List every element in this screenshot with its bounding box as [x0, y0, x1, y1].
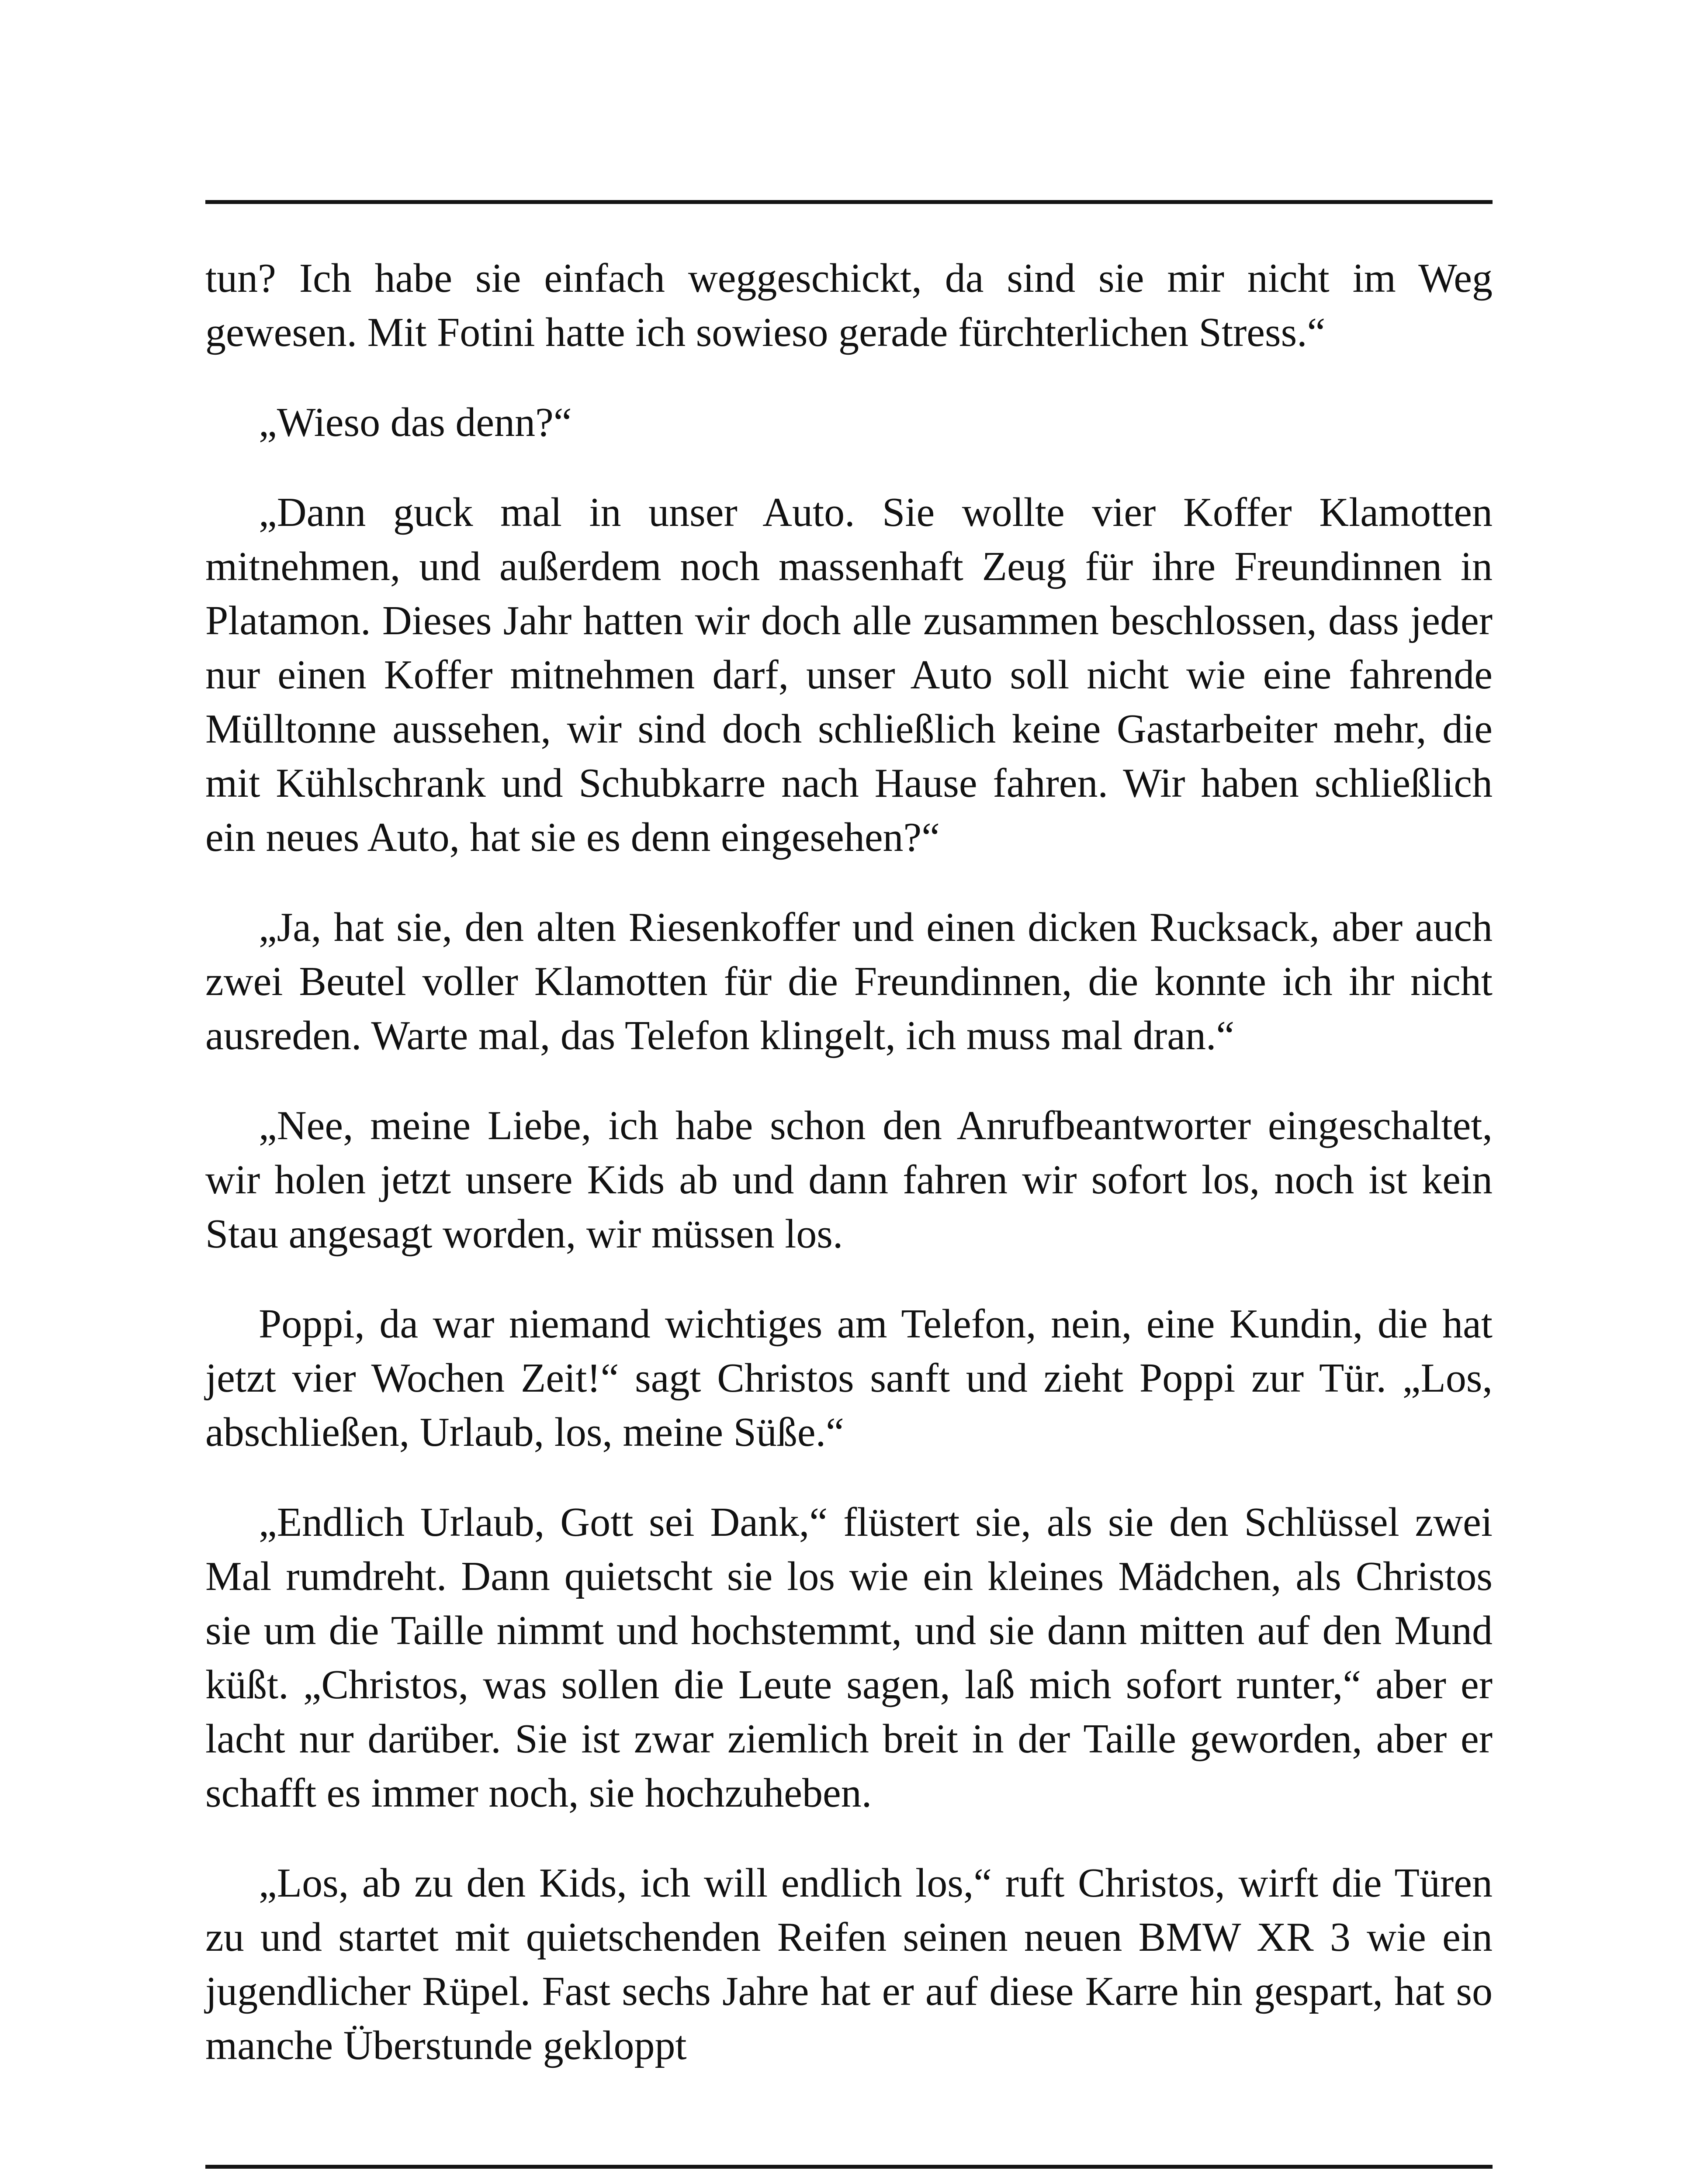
paragraph-1: tun? Ich habe sie einfach weggeschickt, da sind sie mir nicht im Weg gewesen. Mit Fotini hatte ich sowieso gerade fürchterlichen Stress.“	[205, 256, 1493, 355]
paragraph-8: „Los, ab zu den Kids, ich will endlich los,“ ruft Christos, wirft die Türen zu und startet mit quietschenden Reifen seinen neuen BMW XR 3 wie ein jugendlicher Rüpel. Fast sechs Jahre hat er auf diese Karre hin gespart, hat so manche Überstunde gekloppt	[205, 1860, 1493, 2068]
paragraph-4: „Ja, hat sie, den alten Riesenkoffer und einen dicken Rucksack, aber auch zwei Beutel voller Klamotten für die Freundinnen, die konnte ich ihr nicht ausreden. Warte mal, das Telefon klingelt, ich muss mal dran.“	[205, 905, 1493, 1058]
paragraph-3: „Dann guck mal in unser Auto. Sie wollte vier Koffer Klamotten mitnehmen, und außerdem noch massenhaft Zeug für ihre Freundinnen in Platamon. Dieses Jahr hatten wir doch alle zusammen beschlossen, dass jeder nur einen Koffer mitnehmen darf, unser Auto soll nicht wie eine fahrende Mülltonne aussehen, wir sind doch schließlich keine Gastarbeiter mehr, die mit Kühlschrank und Schubkarre nach Hause fahren. Wir haben schließlich ein neues Auto, hat sie es denn eingesehen?“	[205, 490, 1493, 860]
paragraph-6: Poppi, da war niemand wichtiges am Telefon, nein, eine Kundin, die hat jetzt vier Wochen Zeit!“ sagt Christos sanft und zieht Poppi zur Tür. „Los, abschließen, Urlaub, los, meine Süße.“	[205, 1301, 1493, 1455]
header-rule	[205, 200, 1493, 204]
paragraph-2: „Wieso das denn?“	[259, 400, 572, 445]
footer-rule	[205, 2165, 1493, 2169]
paragraph-5: „Nee, meine Liebe, ich habe schon den Anrufbeantworter eingeschaltet, wir holen jetzt unsere Kids ab und dann fahren wir sofort los, noch ist kein Stau angesagt worden, wir müssen los.	[205, 1103, 1493, 1257]
paragraph-7: „Endlich Urlaub, Gott sei Dank,“ flüstert sie, als sie den Schlüssel zwei Mal rumdreht. Dann quietscht sie los wie ein kleines Mädchen, als Christos sie um die Taille nimmt und hochstemmt, und sie dann mitten auf den Mund küßt. „Christos, was sollen die Leute sagen, laß mich sofort runter,“ aber er lacht nur darüber. Sie ist zwar ziemlich breit in der Taille geworden, aber er schafft es immer noch, sie hochzuheben.	[205, 1500, 1493, 1816]
body-text	[205, 251, 1493, 2108]
